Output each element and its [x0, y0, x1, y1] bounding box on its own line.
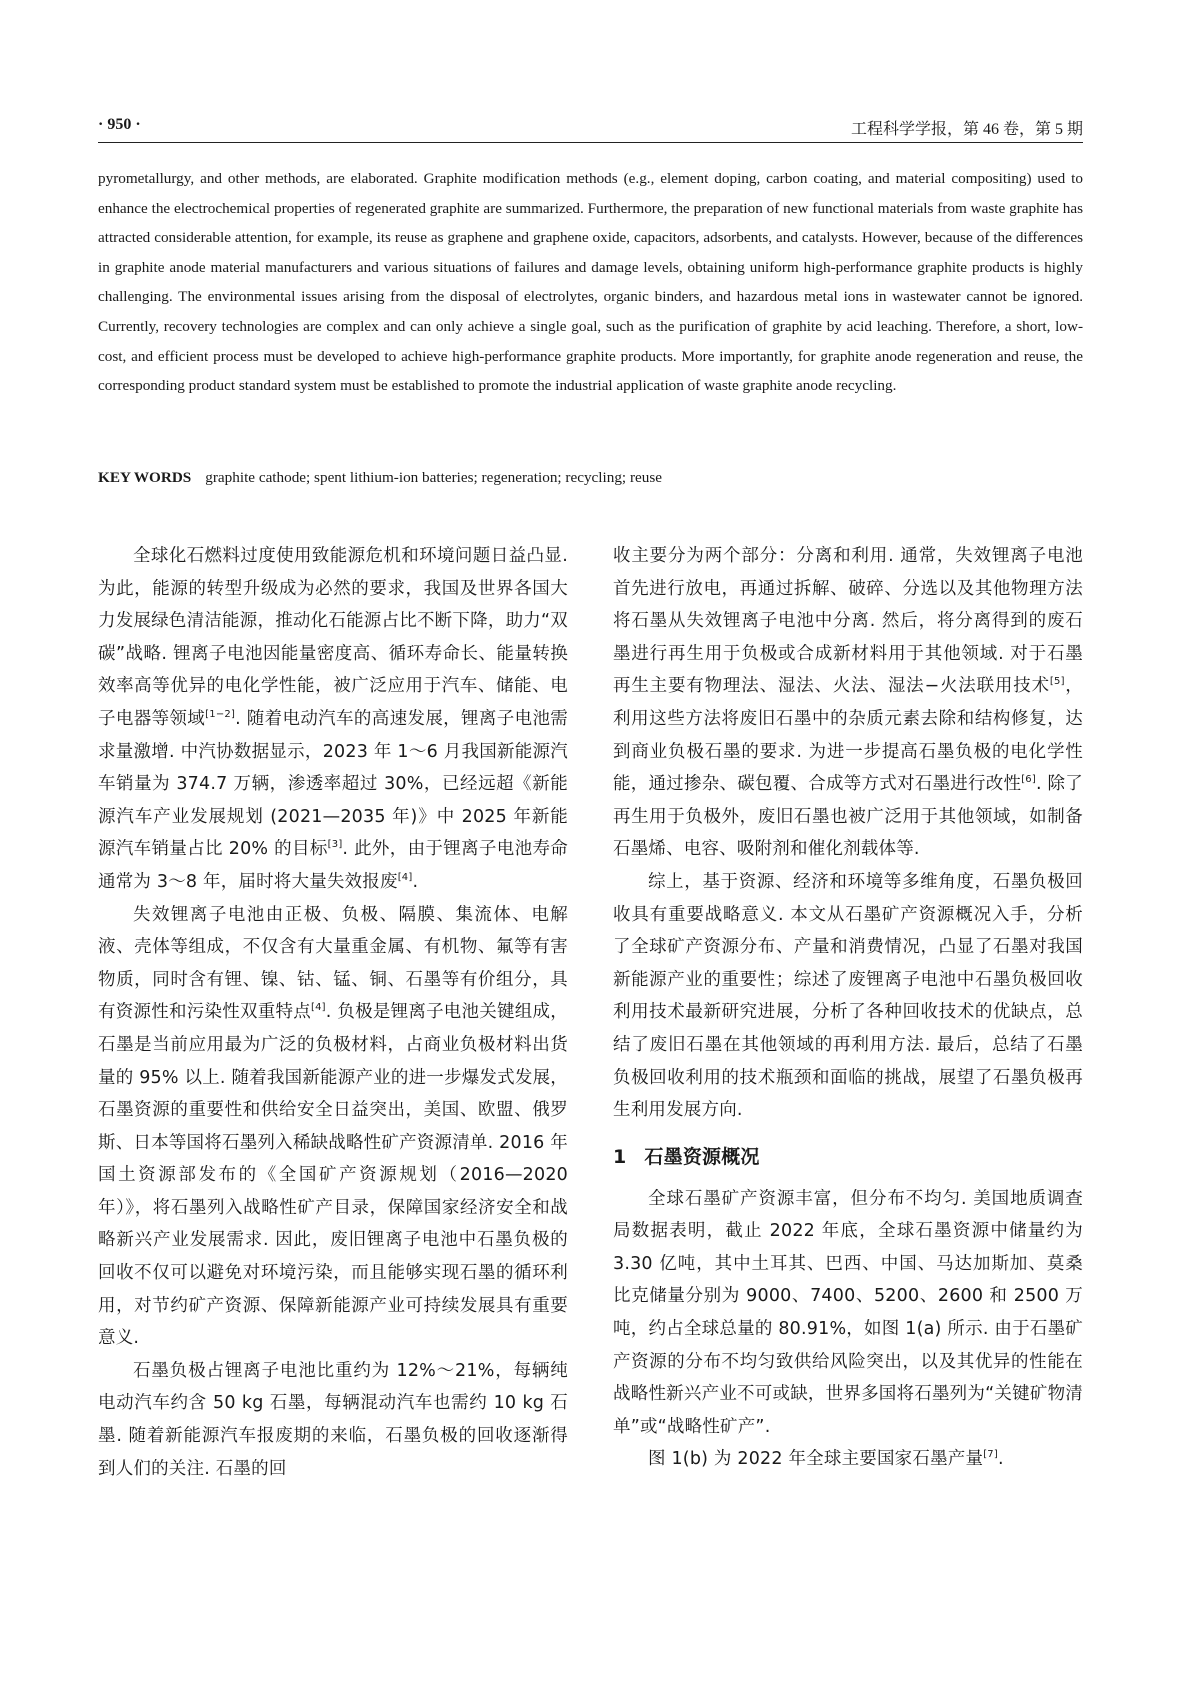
section-heading [613, 1141, 1083, 1173]
paragraph-recovery-continued: 收主要分为两个部分：分离和利用. 通常，失效锂离子电池首先进行放电，再通过拆解、破碎、分选以及其他物理方法将石墨从失效锂离子电池中分离. 然后，将分离得到的废石墨进行再生用于负极或合成新材料用于其他领域. 对于石墨再生主要有物理法、湿法、火法、湿法−火法联用技术[5]，利用这些方法将废旧石墨中的杂质元素去除和结构修复，达到商业负极石墨的要求. 为进一步提高石墨负极的电化学性能，通过掺杂、碳包覆、合成等方式对石墨进行改性[6]. 除了再生用于负极外，废旧石墨也被广泛用于其他领域，如制备石墨烯、电容、吸附剂和催化剂载体等. [613, 546, 1083, 860]
paragraph-graphite-share: 石墨负极占锂离子电池比重约为 12%～21%，每辆纯电动汽车约含 50 kg 石墨，每辆混动汽车也需约 10 kg 石墨. 随着新能源汽车报废期的来临，石墨负极的回收逐渐得到人们的关注. 石墨的回 [98, 1360, 568, 1479]
paragraph-intro: 全球化石燃料过度使用致能源危机和环境问题日益凸显. 为此，能源的转型升级成为必然的要求，我国及世界各国大力发展绿色清洁能源，推动化石能源占比不断下降，助力“双碳”战略. 锂离子电池因能量密度高、循环寿命长、能量转换效率高等优异的电化学性能，被广泛应用于汽车、储能、电子电器等领域[1−2]. 随着电动汽车的高速发展，锂离子电池需求量激增. 中汽协数据显示，2023 年 1～6 月我国新能源汽车销量为 374.7 万辆，渗透率超过 30%，已经远超《新能源汽车产业发展规划 (2021—2035 年)》中 2025 年新能源汽车销量占比 20% 的目标[3]. 此外，由于锂离子电池寿命通常为 3～8 年，届时将大量失效报废[4]. [98, 546, 569, 892]
citation-ref[interactable]: [6] [1021, 774, 1036, 786]
abstract-text: pyrometallurgy, and other methods, are elaborated. Graphite modification methods (e.g., element doping, carbon coating, and material compositing) used to enhance the electrochemical properties of regenerated graphite are summarized. Furthermore, the preparation of new functional materials from waste graphite has attracted considerable attention, for example, its reuse as graphene and graphene oxide, capacitors, adsorbents, and catalysts. However, because of the differences in graphite anode material manufacturers and various situations of failures and damage levels, obtaining uniform high-performance graphite products is highly challenging. The environmental issues arising from the disposal of electrolytes, organic binders, and hazardous metal ions in wastewater cannot be ignored. Currently, recovery technologies are complex and can only achieve a single goal, such as the purification of graphite by acid leaching. Therefore, a short, low-cost, and efficient process must be developed to achieve high-performance graphite products. More importantly, for graphite anode regeneration and reuse, the corresponding product standard system must be established to promote the industrial application of waste graphite anode recycling. [98, 170, 1083, 395]
keywords [98, 464, 1083, 492]
citation-ref[interactable]: [7] [983, 1449, 998, 1461]
paragraph-spent-batteries: 失效锂离子电池由正极、负极、隔膜、集流体、电解液、壳体等组成，不仅含有大量重金属、有机物、氟等有害物质，同时含有锂、镍、钴、锰、铜、石墨等有价组分，具有资源性和污染性双重特点[4]. 负极是锂离子电池关键组成，石墨是当前应用最为广泛的负极材料，占商业负极材料出货量的 95% 以上. 随着我国新能源产业的进一步爆发式发展，石墨资源的重要性和供给安全日益突出，美国、欧盟、俄罗斯、日本等国将石墨列入稀缺战略性矿产资源清单. 2016 年国土资源部发布的《全国矿产资源规划（2016—2020 年）》，将石墨列入战略性矿产目录，保障国家经济安全和战略新兴产业发展需求. 因此，废旧锂离子电池中石墨负极的回收不仅可以避免对环境污染，而且能够实现石墨的循环利用，对节约矿产资源、保障新能源产业可持续发展具有重要意义. [98, 904, 569, 1349]
citation-ref[interactable]: [1−2] [205, 708, 236, 720]
left-column [98, 540, 568, 1485]
page-number: · 950 · [98, 116, 141, 133]
citation-ref[interactable]: [5] [1049, 676, 1065, 688]
right-column [613, 540, 1083, 1476]
paragraph-production: 图 1(b) 为 2022 年全球主要国家石墨产量[7]. [648, 1449, 1004, 1470]
article-page [98, 0, 1083, 1706]
paragraph-summary: 综上，基于资源、经济和环境等多维角度，石墨负极回收具有重要战略意义. 本文从石墨矿产资源概况入手，分析了全球矿产资源分布、产量和消费情况，凸显了石墨对我国新能源产业的重要性；综述了废锂离子电池中石墨负极回收利用技术最新研究进展，分析了各种回收技术的优缺点，总结了废旧石墨在其他领域的再利用方法. 最后，总结了石墨负极回收利用的技术瓶颈和面临的挑战，展望了石墨负极再生利用发展方向. [613, 871, 1083, 1121]
journal-citation: 工程科学学报，第 46 卷，第 5 期 [850, 121, 1083, 138]
section-number: 1 [613, 1145, 627, 1168]
keywords-label: KEY WORDS [98, 469, 192, 486]
citation-ref[interactable]: [4] [310, 1002, 326, 1014]
citation-ref[interactable]: [4] [397, 871, 413, 883]
running-header [98, 112, 1083, 143]
keywords-text: graphite cathode; spent lithium-ion batteries; regeneration; recycling; reuse [205, 469, 662, 486]
paragraph-resources: 全球石墨矿产资源丰富，但分布不均匀. 美国地质调查局数据表明，截止 2022 年底，全球石墨资源中储量约为 3.30 亿吨，其中土耳其、巴西、中国、马达加斯加、莫桑比克储量分别为 9000、7400、5200、2600 和 2500 万吨，约占全球总量的 80.91%，如图 1(a) 所示. 由于石墨矿产资源的分布不均匀致供给风险突出，以及其优异的性能在战略性新兴产业不可或缺，世界多国将石墨列为“关键矿物清单”或“战略性矿产”. [613, 1188, 1083, 1437]
citation-ref[interactable]: [3] [327, 839, 343, 851]
section-title: 石墨资源概况 [644, 1145, 760, 1168]
